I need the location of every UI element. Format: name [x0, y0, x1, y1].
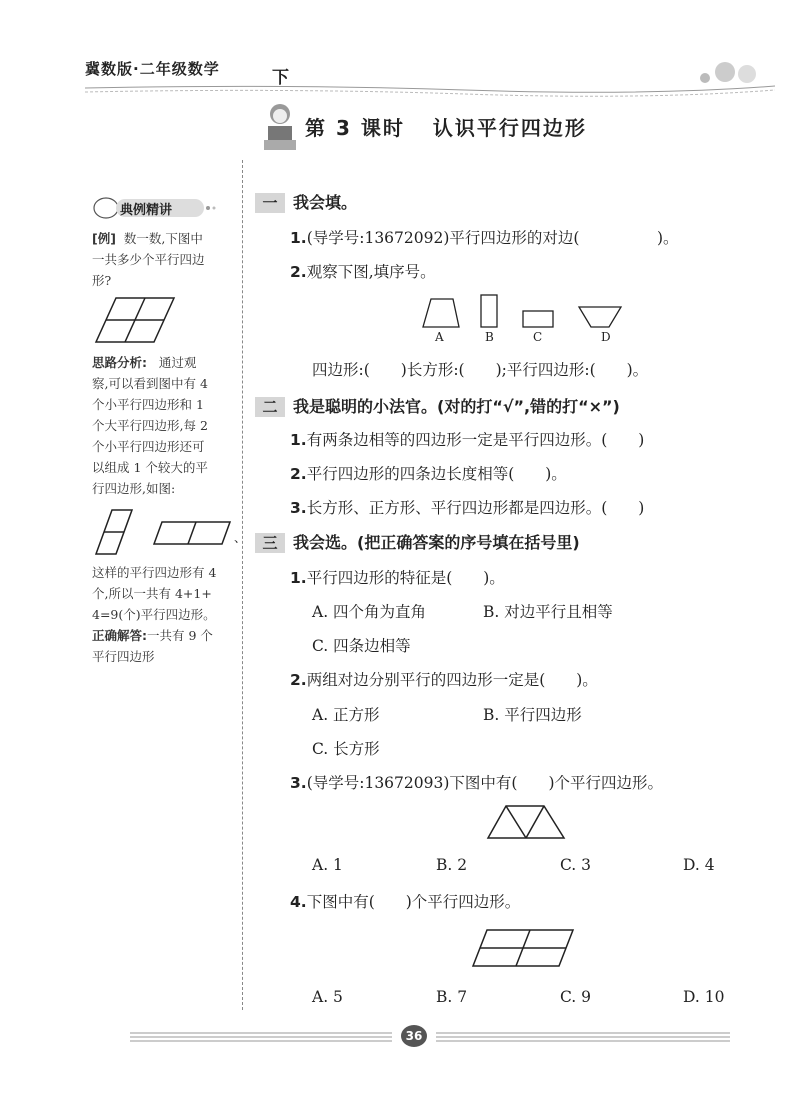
analysis-figure	[94, 508, 247, 558]
shape-label-a: A	[435, 330, 444, 344]
s3-q3-option-a: A. 1	[312, 856, 343, 874]
header-series: 冀数版·二年级数学	[85, 60, 220, 78]
footer-rule	[130, 1028, 730, 1046]
example-text: [例] 数一数,下图中 一共多少个平行四边 形?	[92, 231, 205, 288]
s2-question-2: 2.平行四边形的四条边长度相等( )。	[290, 465, 567, 483]
s3-q4-option-c: C. 9	[560, 988, 592, 1006]
shape-label-b: B	[485, 330, 494, 344]
s1-q2-fill: 四边形:( )长方形:( );平行四边形:( )。	[312, 361, 649, 379]
s3-q2-option-c: C. 长方形	[312, 740, 380, 758]
s3-q4-option-d: D. 10	[683, 988, 725, 1006]
s3-question-1: 1.平行四边形的特征是( )。	[290, 569, 505, 587]
shapes-figure	[415, 293, 630, 345]
section-3-heading: 三 我会选。(把正确答案的序号填在括号里)	[255, 530, 580, 553]
s3-question-2: 2.两组对边分别平行的四边形一定是( )。	[290, 671, 598, 689]
s3-q1-option-c: C. 四条边相等	[312, 637, 411, 655]
teacher-icon	[262, 100, 298, 152]
s3-q4-option-a: A. 5	[312, 988, 343, 1006]
section-2-heading: 二 我是聪明的小法官。(对的打“√”,错的打“×”)	[255, 394, 620, 417]
header-volume: 下	[272, 68, 289, 88]
parallelogram-grid-figure	[473, 928, 575, 968]
example-badge: 典例精讲	[120, 203, 173, 218]
column-divider	[242, 160, 243, 1010]
s3-q2-option-b: B. 平行四边形	[483, 706, 582, 724]
s3-q3-option-d: D. 4	[683, 856, 715, 874]
s3-question-4: 4.下图中有( )个平行四边形。	[290, 893, 521, 911]
s2-question-1: 1.有两条边相等的四边形一定是平行四边形。( )	[290, 431, 645, 449]
s1-question-1: 1.(导学号:13672092)平行四边形的对边( )。	[290, 229, 679, 247]
section-1-heading: 一 我会填。	[255, 190, 357, 213]
s3-q1-option-b: B. 对边平行且相等	[483, 603, 613, 621]
s3-q1-option-a: A. 四个角为直角	[312, 603, 427, 621]
s3-q3-option-c: C. 3	[560, 856, 592, 874]
svg-text:、: 、	[234, 531, 247, 545]
after-text: 这样的平行四边形有 4 个,所以一共有 4+1+ 4=9(个)平行四边形。 正确解答:一共有 9 个 平行四边形	[92, 565, 217, 664]
shape-label-d: D	[601, 330, 611, 344]
page-number: 36	[401, 1025, 427, 1047]
shape-label-c: C	[533, 330, 543, 344]
s2-question-3: 3.长方形、正方形、平行四边形都是四边形。( )	[290, 499, 645, 517]
s3-q3-option-b: B. 2	[436, 856, 468, 874]
s1-question-2: 2.观察下图,填序号。	[290, 263, 436, 281]
s3-question-3: 3.(导学号:13672093)下图中有( )个平行四边形。	[290, 774, 663, 792]
triangles-figure	[486, 804, 566, 840]
analysis-text: 思路分析: 通过观 察,可以看到图中有 4 个小平行四边形和 1 个大平行四边形,每 2 个小平行四边形还可 以组成 1 个较大的平 行四边形,如图:	[92, 355, 208, 496]
s3-q2-option-a: A. 正方形	[312, 706, 380, 724]
s3-q4-option-b: B. 7	[436, 988, 468, 1006]
example-figure	[96, 296, 176, 344]
lesson-title: 第 3 课时 认识平行四边形	[305, 116, 587, 140]
